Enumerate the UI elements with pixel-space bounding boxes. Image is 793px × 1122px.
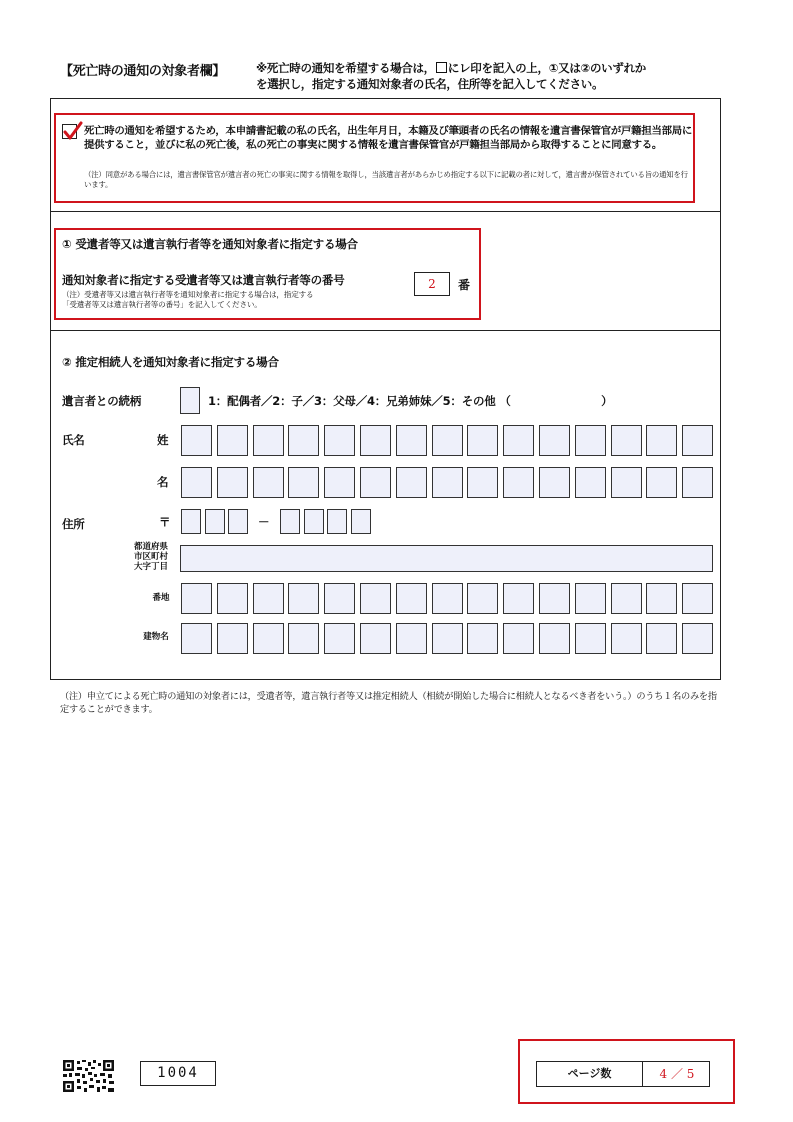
given-name-char-cell[interactable]	[467, 467, 498, 498]
building-char-cell[interactable]	[503, 623, 534, 654]
postal-dash: －	[258, 515, 270, 529]
building-char-cell[interactable]	[539, 623, 570, 654]
building-char-cell[interactable]	[575, 623, 606, 654]
surname-char-cell[interactable]	[646, 425, 677, 456]
surname-char-cell[interactable]	[360, 425, 391, 456]
building-char-cell[interactable]	[467, 623, 498, 654]
building-char-cell[interactable]	[288, 623, 319, 654]
given-name-char-cell[interactable]	[288, 467, 319, 498]
check-mark-icon	[62, 120, 84, 142]
section-title: 【死亡時の通知の対象者欄】	[60, 64, 226, 79]
prefecture-label-line3: 大字丁目	[133, 562, 168, 572]
consent-checkbox[interactable]	[62, 124, 77, 139]
consent-text: 死亡時の通知を希望するため，本申請書記載の私の氏名，出生年月日，本籍及び筆頭者の氏名の情報を遺言書保管官が戸籍担当部局に提供すること，並びに私の死亡後，私の死亡の事実に関する情報を遺言書保管官が戸籍担当部局から取得することに同意する。	[84, 125, 693, 151]
divider-line	[50, 211, 721, 212]
given-name-char-cell[interactable]	[324, 467, 355, 498]
footnote: （注）申立てによる死亡時の通知の対象者には，受遺者等，遺言執行者等又は推定相続人（相続が開始した場合に相続人となるべき者をいう。）のうち１名のみを指定することができます。	[60, 691, 717, 715]
surname-label: 姓	[157, 433, 169, 447]
banchi-char-cell[interactable]	[467, 583, 498, 614]
building-char-cell[interactable]	[432, 623, 463, 654]
given-name-char-cell[interactable]	[646, 467, 677, 498]
banchi-char-cell[interactable]	[539, 583, 570, 614]
postal-digit-cell[interactable]	[351, 509, 371, 534]
prefecture-label	[128, 542, 174, 572]
divider-line	[50, 330, 721, 331]
consent-note: （注）同意がある場合には，遺言書保管官が遺言者の死亡の事実に関する情報を取得し，当該遺言者があらかじめ指定する以下に記載の者に対して，遺言書が保管されている旨の通知を行います。	[84, 170, 688, 189]
header-instruction-part-b: にレ印を記入の上，①又は②のいずれか	[447, 61, 646, 75]
page-count-value: 4 ／ 5	[659, 1067, 695, 1081]
page-count-label: ページ数	[537, 1062, 643, 1086]
relation-label: 遺言者との続柄	[62, 394, 142, 408]
banchi-char-cell[interactable]	[217, 583, 248, 614]
given-name-char-cell[interactable]	[396, 467, 427, 498]
given-name-char-cell[interactable]	[360, 467, 391, 498]
postal-digit-cell[interactable]	[181, 509, 201, 534]
postal-digit-cell[interactable]	[228, 509, 248, 534]
banchi-char-cell[interactable]	[360, 583, 391, 614]
designee-number-input[interactable]: 2	[414, 272, 450, 296]
given-name-char-cell[interactable]	[682, 467, 713, 498]
banchi-char-cell[interactable]	[253, 583, 284, 614]
postal-digit-cell[interactable]	[327, 509, 347, 534]
section1-note-line2: 「受遺者等又は遺言執行者等の番号」を記入してください。	[62, 300, 262, 309]
surname-char-cell[interactable]	[181, 425, 212, 456]
surname-char-cell[interactable]	[575, 425, 606, 456]
section1-title: ① 受遺者等又は遺言執行者等を通知対象者に指定する場合	[62, 237, 358, 251]
surname-char-cell[interactable]	[611, 425, 642, 456]
banchi-char-cell[interactable]	[288, 583, 319, 614]
section1-number-label: 通知対象者に指定する受遺者等又は遺言執行者等の番号	[62, 273, 345, 287]
building-char-cell[interactable]	[396, 623, 427, 654]
number-suffix: 番	[458, 278, 471, 292]
building-char-cell[interactable]	[682, 623, 713, 654]
building-char-cell[interactable]	[646, 623, 677, 654]
surname-char-cell[interactable]	[324, 425, 355, 456]
given-name-char-cell[interactable]	[253, 467, 284, 498]
prefecture-label-line1: 都道府県	[133, 542, 168, 552]
surname-char-cell[interactable]	[467, 425, 498, 456]
banchi-char-cell[interactable]	[324, 583, 355, 614]
surname-char-cell[interactable]	[288, 425, 319, 456]
surname-char-cell[interactable]	[396, 425, 427, 456]
banchi-char-cell[interactable]	[181, 583, 212, 614]
given-name-char-cell[interactable]	[432, 467, 463, 498]
given-name-char-cell[interactable]	[503, 467, 534, 498]
given-name-char-cell[interactable]	[181, 467, 212, 498]
relation-options: 1：配偶者／2：子／3：父母／4：兄弟姉妹／5：その他 （ ）	[208, 394, 613, 408]
banchi-char-cell[interactable]	[682, 583, 713, 614]
section1-note-line1: （注）受遺者等又は遺言執行者等を通知対象者に指定する場合は，指定する	[62, 290, 314, 299]
building-char-cell[interactable]	[360, 623, 391, 654]
building-char-cell[interactable]	[611, 623, 642, 654]
banchi-char-cell[interactable]	[646, 583, 677, 614]
postal-digit-cell[interactable]	[280, 509, 300, 534]
given-name-char-cell[interactable]	[611, 467, 642, 498]
header-instruction-line2: を選択し，指定する通知対象者の氏名，住所等を記入してください。	[256, 77, 604, 91]
building-char-cell[interactable]	[324, 623, 355, 654]
prefecture-label-line2: 市区町村	[133, 552, 168, 562]
banchi-label: 番地	[152, 593, 170, 603]
postal-mark: 〒	[159, 515, 171, 529]
header-instruction-line1	[256, 60, 646, 76]
surname-char-cell[interactable]	[253, 425, 284, 456]
banchi-char-cell[interactable]	[575, 583, 606, 614]
postal-digit-cell[interactable]	[304, 509, 324, 534]
checkbox-example-icon	[436, 62, 447, 73]
postal-digit-cell[interactable]	[205, 509, 225, 534]
building-char-cell[interactable]	[253, 623, 284, 654]
given-name-char-cell[interactable]	[575, 467, 606, 498]
surname-char-cell[interactable]	[217, 425, 248, 456]
section2-title: ② 推定相続人を通知対象者に指定する場合	[62, 355, 279, 369]
qr-code-icon	[63, 1060, 114, 1092]
surname-char-cell[interactable]	[682, 425, 713, 456]
given-name-label: 名	[157, 475, 169, 489]
building-label: 建物名	[143, 632, 169, 642]
banchi-char-cell[interactable]	[432, 583, 463, 614]
building-char-cell[interactable]	[217, 623, 248, 654]
form-id: 1004	[140, 1061, 216, 1086]
given-name-char-cell[interactable]	[217, 467, 248, 498]
relation-code-input[interactable]	[180, 387, 200, 414]
address-label: 住所	[62, 517, 85, 531]
building-char-cell[interactable]	[181, 623, 212, 654]
prefecture-city-input[interactable]	[180, 545, 713, 572]
banchi-char-cell[interactable]	[396, 583, 427, 614]
name-label: 氏名	[62, 433, 85, 447]
surname-char-cell[interactable]	[503, 425, 534, 456]
surname-char-cell[interactable]	[432, 425, 463, 456]
surname-char-cell[interactable]	[539, 425, 570, 456]
given-name-char-cell[interactable]	[539, 467, 570, 498]
banchi-char-cell[interactable]	[503, 583, 534, 614]
banchi-char-cell[interactable]	[611, 583, 642, 614]
header-instruction-part-a: ※死亡時の通知を希望する場合は，	[256, 61, 435, 75]
